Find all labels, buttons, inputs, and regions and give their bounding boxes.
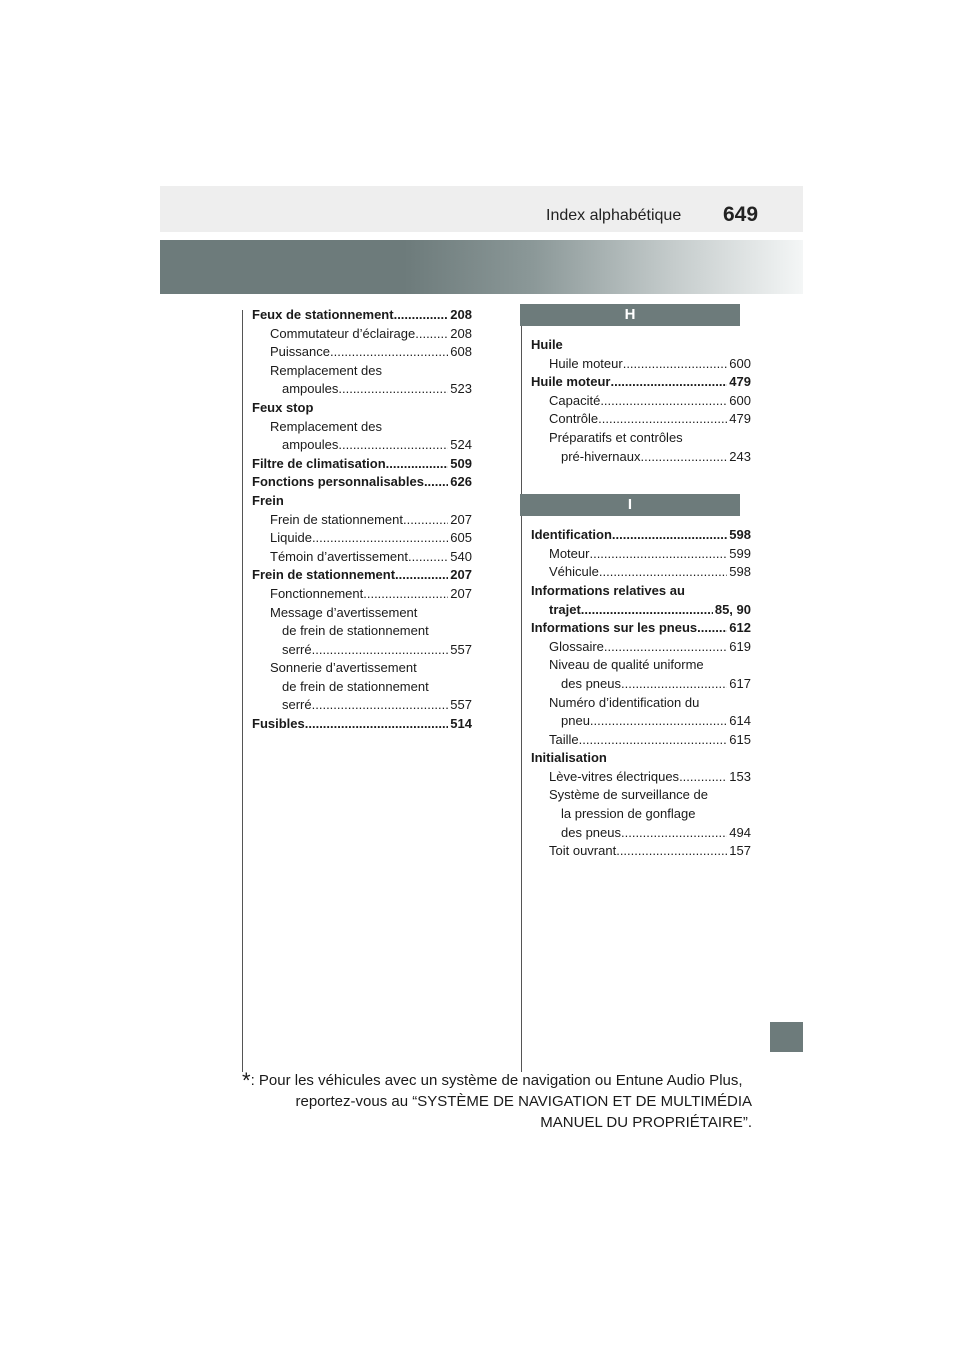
index-leader-dots (604, 638, 727, 657)
index-entry-text: Véhicule (549, 564, 599, 580)
index-entry-text: Capacité (549, 392, 601, 408)
index-entry-page: 557 (450, 697, 472, 713)
index-leader-dots (305, 715, 449, 734)
index-entry-page: 598 (729, 527, 751, 543)
index-entry-page: 557 (450, 641, 472, 657)
index-leader-dots (641, 448, 728, 467)
index-leader-dots (612, 526, 727, 545)
index-entry (252, 511, 472, 530)
index-leader-dots (363, 585, 448, 604)
footnote-line-1 (242, 1070, 752, 1091)
footnote-text-1: : Pour les véhicules avec un système de navigation ou Entune Audio Plus, (250, 1072, 743, 1089)
index-entry-text: Taille (549, 731, 579, 747)
index-leader-dots (616, 842, 727, 861)
index-entry: la pression de gonflage (561, 806, 696, 822)
index-entry: Remplacement des (270, 418, 382, 434)
index-entry (531, 731, 751, 750)
index-entry (531, 410, 751, 429)
index-entry: Sonnerie d’avertissement (270, 660, 417, 676)
index-entry-text: Informations sur les pneus (531, 620, 698, 636)
index-entry-text: ampoules (282, 381, 339, 397)
index-entry-text: Frein de stationnement (252, 567, 396, 583)
index-entry-text: Toit ouvrant (549, 843, 617, 859)
index-leader-dots (330, 343, 448, 362)
index-leader-dots (679, 768, 727, 787)
index-entry (531, 675, 751, 694)
index-entry-text: Glossaire (549, 638, 604, 654)
index-leader-dots (590, 712, 727, 731)
index-entry-text: Contrôle (549, 411, 599, 427)
index-leader-dots (697, 619, 727, 638)
index-entry-page: 157 (729, 843, 751, 859)
index-entry-page: 514 (450, 716, 472, 732)
index-entry (531, 545, 751, 564)
index-entry (531, 392, 751, 411)
index-entry-text: trajet (549, 601, 581, 617)
index-entry (531, 448, 751, 467)
index-entry: Informations relatives au (531, 582, 685, 598)
index-leader-dots (386, 455, 449, 474)
index-entry: Initialisation (531, 750, 607, 766)
page-title: Index alphabétique (546, 207, 682, 224)
index-entry-page: 85, 90 (714, 601, 751, 617)
index-entry-page: 608 (450, 344, 472, 360)
index-leader-dots (579, 731, 728, 750)
index-entry-page: 153 (729, 768, 751, 784)
index-entry (252, 436, 472, 455)
index-entry-text: Fusibles (252, 716, 305, 732)
index-leader-dots (600, 392, 727, 411)
index-entry-text: pré-hivernaux (561, 448, 641, 464)
index-entry (531, 563, 751, 582)
index-entry (252, 380, 472, 399)
index-leader-dots (312, 529, 448, 548)
index-entry-page: 612 (729, 620, 751, 636)
footnote-line-3: MANUEL DU PROPRIÉTAIRE”. (540, 1114, 752, 1131)
index-entry-text: Puissance (270, 344, 330, 360)
index-leader-dots (312, 641, 449, 660)
index-entry (531, 355, 751, 374)
index-entry-page: 614 (729, 713, 751, 729)
index-entry-page: 599 (729, 545, 751, 561)
index-entry-text: des pneus (561, 675, 621, 691)
index-entry (252, 715, 472, 734)
index-entry-text: Lève-vitres électriques (549, 768, 680, 784)
index-entry (531, 842, 751, 861)
index-leader-dots (598, 410, 727, 429)
index-entry-page: 598 (729, 564, 751, 580)
index-entry-text: Identification (531, 527, 612, 543)
index-entry-page: 600 (729, 355, 751, 371)
index-leader-dots (599, 563, 727, 582)
index-leader-dots (312, 696, 449, 715)
index-leader-dots (403, 511, 448, 530)
index-entry-page: 615 (729, 731, 751, 747)
index-entry (531, 601, 751, 620)
index-leader-dots (408, 548, 448, 567)
index-entry (531, 638, 751, 657)
column-rule-middle (521, 324, 522, 1072)
index-entry-page: 619 (729, 638, 751, 654)
index-entry (531, 619, 751, 638)
footnote-star: * (242, 1068, 251, 1093)
index-entry-page: 207 (450, 567, 472, 583)
index-entry-page: 494 (729, 824, 751, 840)
index-entry: Feux stop (252, 399, 314, 415)
index-entry (252, 548, 472, 567)
index-entry-page: 208 (450, 307, 472, 322)
index-entry (252, 641, 472, 660)
index-entry-page: 243 (729, 448, 751, 464)
index-entry: Système de surveillance de (549, 787, 708, 803)
index-entry-page: 479 (729, 411, 751, 427)
index-leader-dots (621, 675, 727, 694)
index-leader-dots (581, 601, 713, 620)
index-entry (252, 585, 472, 604)
index-entry (252, 343, 472, 362)
index-entry: Remplacement des (270, 362, 382, 378)
index-entry (252, 696, 472, 715)
index-entry (531, 768, 751, 787)
index-entry-page: 605 (450, 530, 472, 546)
index-entry-text: Moteur (549, 545, 590, 561)
index-entry-page: 600 (729, 392, 751, 408)
index-entry-page: 617 (729, 675, 751, 691)
index-entry-page: 540 (450, 548, 472, 564)
footnote (242, 1070, 752, 1133)
index-entry (531, 373, 751, 392)
section-letter-header: H (520, 304, 740, 326)
index-entry (252, 566, 472, 585)
index-entry: de frein de stationnement (282, 678, 429, 694)
index-entry-text: Commutateur d’éclairage (270, 325, 416, 341)
index-leader-dots (415, 325, 448, 344)
index-entry (252, 325, 472, 344)
index-leader-dots (589, 545, 727, 564)
index-leader-dots (394, 306, 449, 325)
index-entry: Niveau de qualité uniforme (549, 657, 704, 673)
header-gradient-band (160, 240, 803, 294)
chapter-side-tab (770, 1022, 803, 1052)
index-entry-page: 207 (450, 511, 472, 527)
index-entry-page: 626 (450, 474, 472, 490)
index-entry (252, 473, 472, 492)
index-entry (531, 712, 751, 731)
index-column-left (252, 306, 472, 734)
index-entry: Huile (531, 337, 563, 352)
page-number: 649 (723, 203, 759, 226)
index-entry: Préparatifs et contrôles (549, 429, 683, 445)
index-entry-text: Huile moteur (549, 355, 623, 371)
index-entry-page: 207 (450, 585, 472, 601)
index-entry-text: serré (282, 697, 312, 713)
index-leader-dots (338, 436, 448, 455)
index-entry-page: 479 (729, 374, 751, 390)
index-entry: Message d’avertissement (270, 604, 418, 620)
index-entry (531, 526, 751, 545)
index-entry-text: Frein de stationnement (270, 511, 403, 527)
index-entry-text: Liquide (270, 530, 312, 546)
index-entry-text: Feux de stationnement (252, 307, 394, 322)
index-leader-dots (395, 566, 448, 585)
column-rule-left (242, 310, 243, 1072)
index-entry-page: 523 (450, 381, 472, 397)
index-entry (252, 306, 472, 325)
index-entry-text: Fonctions personnalisables (252, 474, 424, 490)
index-entry-text: pneu (561, 713, 590, 729)
index-entry-text: des pneus (561, 824, 621, 840)
index-entry-text: Filtre de climatisation (252, 455, 386, 471)
index-entry (531, 824, 751, 843)
header-bar (160, 186, 803, 232)
index-leader-dots (621, 824, 727, 843)
index-leader-dots (424, 473, 448, 492)
index-entry-text: Témoin d’avertissement (270, 548, 408, 564)
index-entry: Numéro d’identification du (549, 694, 700, 710)
index-entry-page: 509 (450, 455, 472, 471)
section-letter-header: I (520, 494, 740, 516)
index-entry-page: 524 (450, 437, 472, 453)
index-entry-text: ampoules (282, 437, 339, 453)
index-leader-dots (610, 373, 727, 392)
index-leader-dots (338, 380, 448, 399)
index-leader-dots (623, 355, 728, 374)
index-entry-text: serré (282, 641, 312, 657)
footnote-line-2: reportez-vous au “SYSTÈME DE NAVIGATION ET DE MULTIMÉDIA (295, 1093, 752, 1110)
index-entry (252, 529, 472, 548)
index-entry-text: Fonctionnement (270, 585, 364, 601)
index-entry: Frein (252, 492, 284, 508)
index-entry (252, 455, 472, 474)
index-entry-text: Huile moteur (531, 374, 611, 390)
index-entry: de frein de stationnement (282, 623, 429, 639)
index-entry-page: 208 (450, 325, 472, 341)
index-column-right (531, 304, 751, 861)
